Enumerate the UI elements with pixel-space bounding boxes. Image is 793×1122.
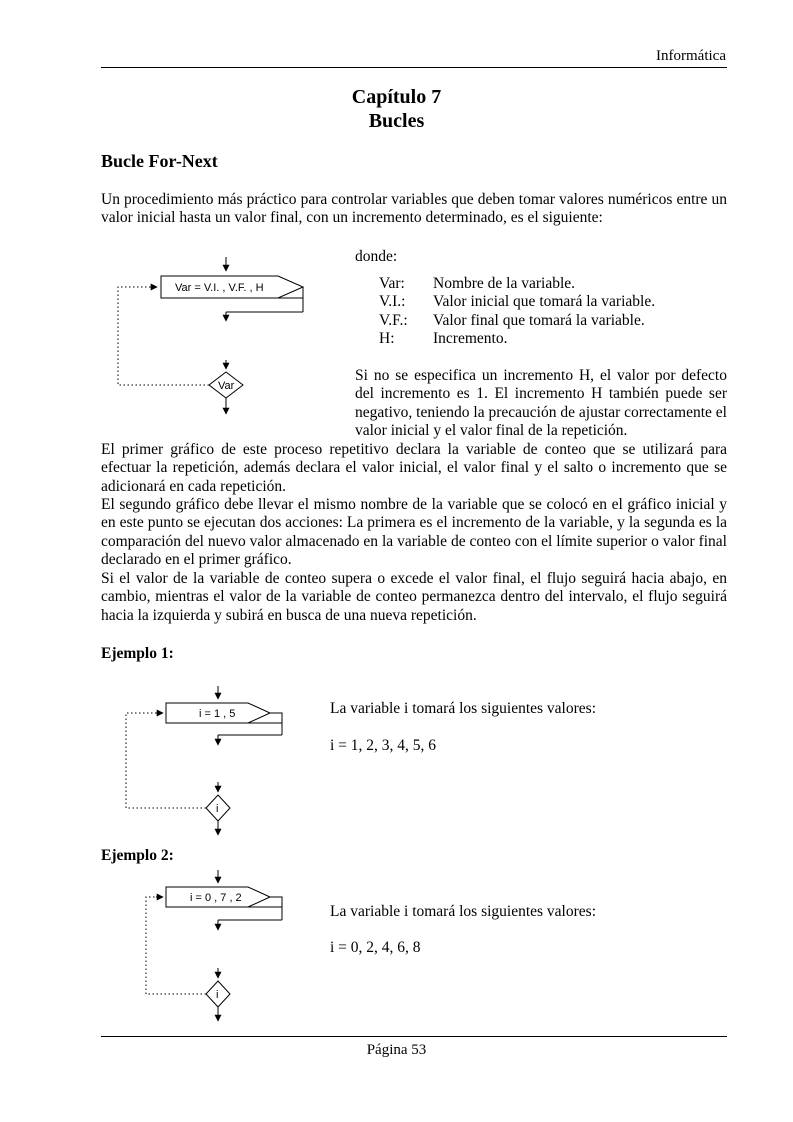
main-loop-label: Var = V.I. , V.F. , H <box>175 282 264 294</box>
paragraph-2: El segundo gráfico debe llevar el mismo nombre de la variable que se colocó en el gráfico inicial y en este punto se ejecutan dos acciones: La primera es el incremento de la variable, y la segunda es la comparación del nuevo valor almacenado en la variable de conteo con el límite superior o valor final declarado en el primer gráfico. <box>101 496 727 569</box>
example1-loop-label: i = 1 , 5 <box>199 708 236 720</box>
definitions-intro: donde: <box>355 248 398 265</box>
example2-flowchart <box>146 870 282 1021</box>
example1-text: La variable i tomará los siguientes valores: <box>330 700 596 717</box>
definition-desc: Valor inicial que tomará la variable. <box>433 293 656 310</box>
section-title: Bucle For-Next <box>101 151 218 171</box>
page-number: Página 53 <box>366 1042 427 1058</box>
paragraph-1: El primer gráfico de este proceso repetitivo declara la variable de conteo que se utilizará para efectuar la repetición, además declara el valor inicial, el valor final y el salto o incremento que se adicionará en cada repetición. <box>101 441 727 495</box>
increment-note: Si no se especifica un incremento H, el valor por defecto del incremento es 1. El incremento H también puede ser negativo, teniendo la precaución de ajustar correctamente el valor inicial y el valor final de la repetición. <box>355 367 727 440</box>
definition-desc: Nombre de la variable. <box>433 275 576 292</box>
definition-term: H: <box>379 330 395 347</box>
footer-rule <box>101 1036 727 1037</box>
example2-end-label: i <box>216 989 219 1001</box>
definition-term: V.F.: <box>379 312 408 329</box>
chapter-number: Capítulo 7 <box>351 86 442 108</box>
intro-paragraph: Un procedimiento más práctico para controlar variables que deben tomar valores numéricos entre un valor inicial hasta un valor final, con un incremento determinado, es el siguiente: <box>101 191 727 227</box>
definition-term: Var: <box>379 275 405 292</box>
example2-title: Ejemplo 2: <box>101 847 174 864</box>
example1-end-label: i <box>216 803 219 815</box>
definition-desc: Incremento. <box>433 330 508 347</box>
paragraph-3: Si el valor de la variable de conteo supera o excede el valor final, el flujo seguirá hacia abajo, en cambio, mientras el valor de la variable de conteo permanezca dentro del intervalo, el flujo seguirá hacia la izquierda y subirá en busca de una nueva repetición. <box>101 570 727 624</box>
running-header: Informática <box>656 48 726 64</box>
definition-term: V.I.: <box>379 293 406 310</box>
example1-flowchart <box>126 686 282 835</box>
example2-loop-label: i = 0 , 7 , 2 <box>190 892 242 904</box>
definition-desc: Valor final que tomará la variable. <box>433 312 645 329</box>
main-flowchart <box>118 257 303 414</box>
example1-values: i = 1, 2, 3, 4, 5, 6 <box>330 737 437 754</box>
chapter-title: Bucles <box>368 110 425 132</box>
example2-values: i = 0, 2, 4, 6, 8 <box>330 939 421 956</box>
example2-text: La variable i tomará los siguientes valores: <box>330 903 596 920</box>
example1-title: Ejemplo 1: <box>101 645 174 662</box>
main-end-label: Var <box>218 380 235 392</box>
